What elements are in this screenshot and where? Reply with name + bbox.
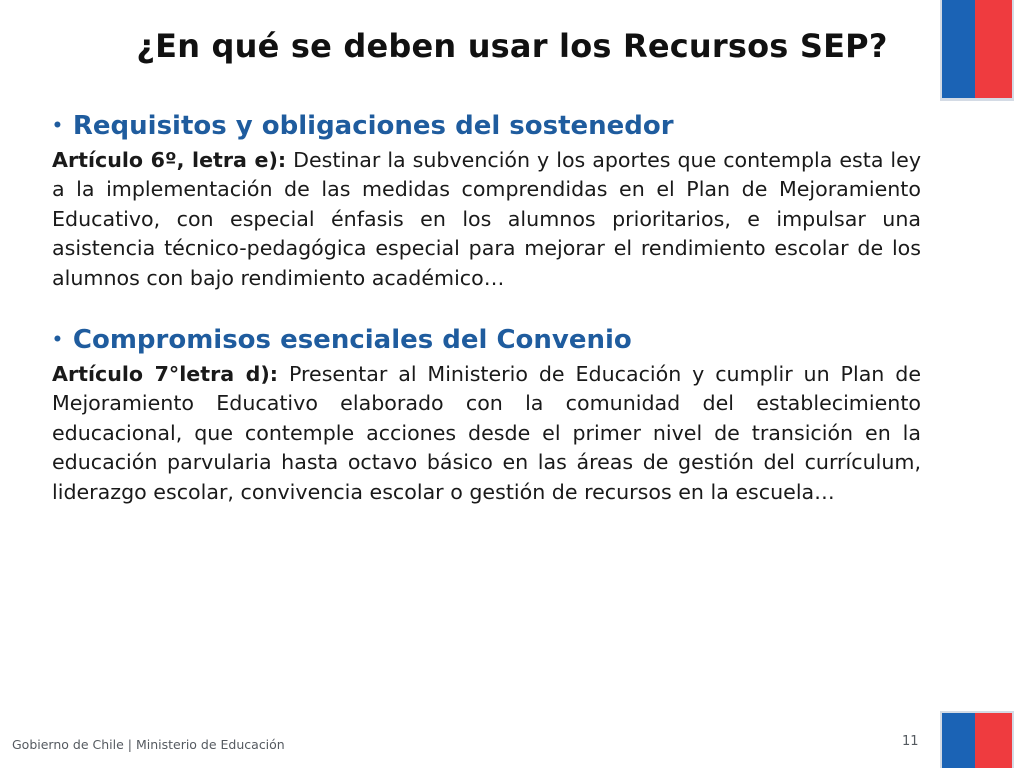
section-requisitos [52, 109, 921, 293]
bullet-icon: • [52, 116, 63, 136]
section-heading-text: Compromisos esenciales del Convenio [72, 325, 632, 356]
article-label: Artículo 6º, letra e): [52, 148, 287, 172]
article-text: Destinar la subvención y los aportes que contempla esta ley a la implementación de las medidas comprendidas en el Plan de Mejoramiento Educativo, con especial énfasis en los alumnos prioritarios, e impulsar una asistencia técnico-pedagógica especial para mejorar el rendimiento escolar de los alumnos con bajo rendimiento académico… [52, 148, 922, 290]
section-heading-text: Requisitos y obligaciones del sostenedor [72, 111, 674, 141]
article-label: Artículo 7°letra d): [52, 362, 279, 387]
slide-title: ¿En qué se deben usar los Recursos SEP? [136, 27, 888, 65]
bullet-icon: • [52, 330, 63, 351]
section-compromisos [52, 323, 921, 507]
article-paragraph [52, 360, 921, 507]
article-paragraph [52, 146, 921, 293]
section-heading [52, 323, 921, 360]
section-heading [52, 109, 921, 146]
slide-content [52, 109, 921, 507]
flag-red-stripe [975, 713, 1012, 768]
article-text: Presentar al Ministerio de Educación y cumplir un Plan de Mejoramiento Educativo elaborado con la comunidad del establecimiento educacional, que contemple acciones desde el primer nivel de transición en la educación parvularia hasta octavo básico en las áreas de gestión del currículum, liderazgo escolar, convivencia escolar o gestión de recursos en la escuela… [52, 362, 921, 504]
footer-ministry-text: Gobierno de Chile | Ministerio de Educación [12, 737, 285, 752]
flag-blue-stripe [942, 713, 975, 768]
page-number: 11 [902, 734, 919, 749]
chile-flag-logo-bottom [942, 713, 1012, 768]
